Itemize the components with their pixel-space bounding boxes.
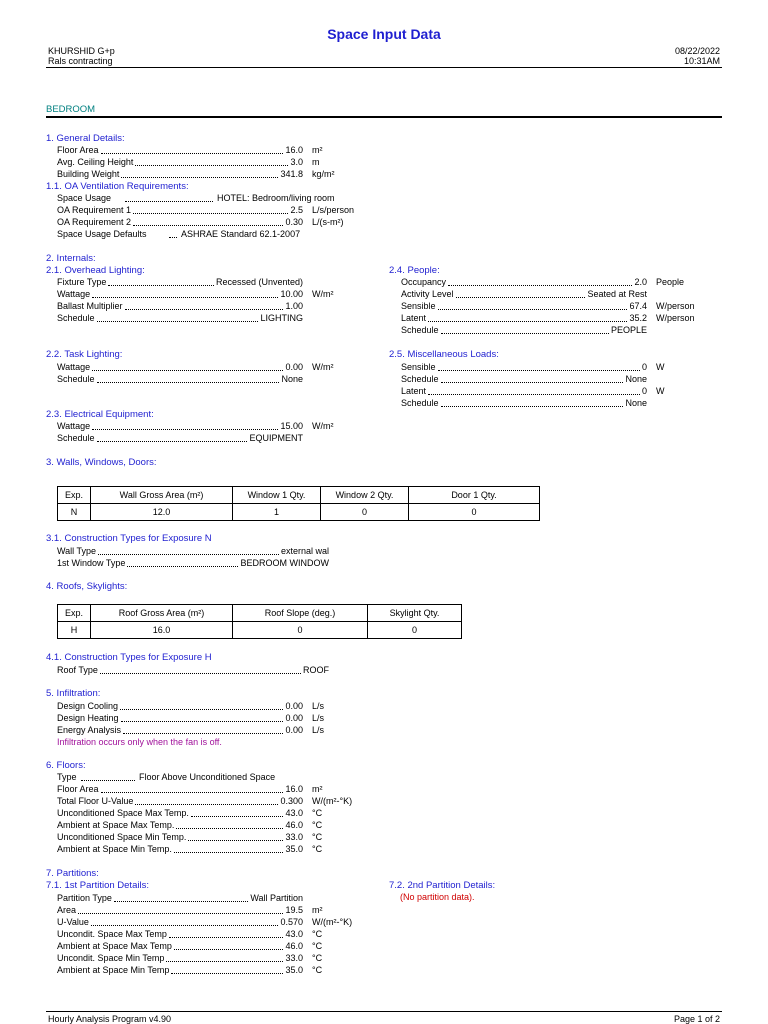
row-value: 15.00 <box>280 421 303 431</box>
row-value: 0.300 <box>280 796 303 806</box>
partitions-heading: 7. Partitions: <box>46 868 99 879</box>
table-header-cell: Window 1 Qty. <box>233 487 321 504</box>
leader-dots <box>98 554 279 555</box>
leader-dots <box>438 309 627 310</box>
row-unit: °C <box>312 965 323 975</box>
leader-dots <box>174 949 283 950</box>
leader-dots <box>120 709 283 710</box>
floor-type-value: Floor Above Unconditioned Space <box>139 772 276 782</box>
leader-dots <box>92 297 278 298</box>
row-unit: W/person <box>656 301 695 311</box>
detail-row <box>57 204 372 216</box>
leader-dots <box>81 780 135 781</box>
row-unit: m² <box>312 784 323 794</box>
leader-dots <box>133 213 288 214</box>
table-cell: 0 <box>321 504 409 521</box>
leader-dots <box>121 177 278 178</box>
row-value: PEOPLE <box>610 325 647 335</box>
row-unit: L/s <box>312 725 325 735</box>
row-value: Recessed (Unvented) <box>215 277 303 287</box>
row-label: Schedule <box>57 313 95 323</box>
row-unit: W <box>656 386 665 396</box>
row-value: ROOF <box>303 665 329 675</box>
leader-dots <box>121 721 283 722</box>
detail-row <box>57 168 372 180</box>
footer-rule <box>46 1011 722 1012</box>
row-value: 0.30 <box>285 217 303 227</box>
row-unit: W <box>656 362 665 372</box>
row-label: Schedule <box>401 325 439 335</box>
roofs-table <box>57 604 462 639</box>
row-value: 0.00 <box>285 362 303 372</box>
leader-dots <box>125 309 283 310</box>
page-number: Page 1 of 2 <box>673 1014 720 1024</box>
row-value: external wal <box>280 546 329 556</box>
row-unit: °C <box>312 832 323 842</box>
internals-heading: 2. Internals: <box>46 253 96 264</box>
leader-dots <box>127 566 238 567</box>
leader-dots <box>101 153 283 154</box>
row-label: Roof Type <box>57 665 98 675</box>
leader-dots <box>108 285 214 286</box>
leader-dots <box>91 925 278 926</box>
detail-row <box>57 420 372 432</box>
leader-dots <box>135 165 288 166</box>
leader-dots <box>169 937 283 938</box>
detail-row <box>57 712 372 724</box>
overhead-lighting-heading: 2.1. Overhead Lighting: <box>46 265 145 276</box>
row-label: Unconditioned Space Max Temp. <box>57 808 189 818</box>
leader-dots <box>188 840 283 841</box>
row-label: Latent <box>401 386 427 396</box>
row-unit: W/m² <box>312 289 334 299</box>
space-usage-row <box>57 192 335 204</box>
row-value: None <box>625 398 647 408</box>
row-value: 0.00 <box>285 713 303 723</box>
row-unit: °C <box>312 844 323 854</box>
row-value: 0.570 <box>280 917 303 927</box>
roof-construction-heading: 4.1. Construction Types for Exposure H <box>46 652 212 663</box>
defaults-value: ASHRAE Standard 62.1-2007 <box>181 229 301 239</box>
row-label: Latent <box>401 313 427 323</box>
row-unit: W/m² <box>312 362 334 372</box>
leader-dots <box>97 382 279 383</box>
row-label: OA Requirement 2 <box>57 217 132 227</box>
space-usage-value: HOTEL: Bedroom/living room <box>217 193 335 203</box>
leader-dots <box>97 321 258 322</box>
row-unit: L/s/person <box>312 205 355 215</box>
row-value: 3.0 <box>290 157 303 167</box>
row-value: 67.4 <box>629 301 647 311</box>
row-value: 35.2 <box>629 313 647 323</box>
infiltration-note: Infiltration occurs only when the fan is off. <box>57 737 222 747</box>
row-label: Sensible <box>401 362 436 372</box>
table-header-cell: Wall Gross Area (m²) <box>91 487 233 504</box>
row-label: Area <box>57 905 77 915</box>
detail-row <box>57 831 372 843</box>
row-unit: °C <box>312 808 323 818</box>
detail-row <box>401 373 716 385</box>
second-partition-note: (No partition data). <box>400 892 475 902</box>
detail-row <box>57 276 372 288</box>
project-name: KHURSHID G+p <box>48 46 115 56</box>
detail-row <box>57 361 372 373</box>
table-cell: 0 <box>409 504 540 521</box>
detail-row <box>57 904 372 916</box>
leader-dots <box>174 852 283 853</box>
row-label: Ballast Multiplier <box>57 301 123 311</box>
header-rule <box>46 67 722 68</box>
leader-dots <box>438 370 640 371</box>
row-label: OA Requirement 1 <box>57 205 132 215</box>
space-name: BEDROOM <box>46 104 96 115</box>
row-label: Ambient at Space Max Temp <box>57 941 172 951</box>
electrical-heading: 2.3. Electrical Equipment: <box>46 409 154 420</box>
detail-row <box>57 664 399 676</box>
wall-construction-heading: 3.1. Construction Types for Exposure N <box>46 533 212 544</box>
row-label: Building Weight <box>57 169 120 179</box>
row-label: Ambient at Space Min Temp <box>57 965 170 975</box>
row-label: Ambient at Space Max Temp. <box>57 820 175 830</box>
leader-dots <box>133 225 283 226</box>
general-heading: 1. General Details: <box>46 133 125 144</box>
row-label: Occupancy <box>401 277 447 287</box>
detail-row <box>401 397 716 409</box>
row-label: Uncondit. Space Max Temp <box>57 929 167 939</box>
leader-dots <box>135 804 278 805</box>
detail-row <box>57 928 372 940</box>
row-value: BEDROOM WINDOW <box>240 558 329 568</box>
company-name: Rals contracting <box>48 56 113 66</box>
table-header-cell: Roof Gross Area (m²) <box>91 605 233 622</box>
row-unit: W/(m²-°K) <box>312 917 353 927</box>
row-unit: °C <box>312 953 323 963</box>
detail-row <box>57 300 372 312</box>
leader-dots <box>448 285 632 286</box>
floor-type-row <box>57 771 317 783</box>
report-date: 08/22/2022 <box>674 46 720 56</box>
table-cell: H <box>58 622 91 639</box>
infiltration-heading: 5. Infiltration: <box>46 688 101 699</box>
row-label: Uncondit. Space Min Temp <box>57 953 165 963</box>
leader-dots <box>123 733 283 734</box>
defaults-label: Space Usage Defaults <box>57 229 147 239</box>
row-label: Sensible <box>401 301 436 311</box>
row-value: None <box>281 374 303 384</box>
detail-row <box>57 916 372 928</box>
row-value: None <box>625 374 647 384</box>
row-unit: W/person <box>656 313 695 323</box>
table-header-cell: Skylight Qty. <box>368 605 462 622</box>
floor-type-label: Type <box>57 772 77 782</box>
page-title: Space Input Data <box>327 26 441 42</box>
leader-dots <box>169 237 177 238</box>
row-unit: W/(m²-°K) <box>312 796 353 806</box>
row-value: 0.00 <box>285 725 303 735</box>
detail-row <box>57 216 372 228</box>
row-value: EQUIPMENT <box>249 433 303 443</box>
detail-row <box>57 545 399 557</box>
row-value: LIGHTING <box>260 313 303 323</box>
table-cell: 12.0 <box>91 504 233 521</box>
detail-row <box>57 373 372 385</box>
roofs-heading: 4. Roofs, Skylights: <box>46 581 128 592</box>
table-header-cell: Exp. <box>58 605 91 622</box>
row-value: 1.00 <box>285 301 303 311</box>
row-value: 0 <box>641 362 647 372</box>
row-value: Seated at Rest <box>587 289 647 299</box>
detail-row <box>57 940 372 952</box>
row-unit: People <box>656 277 685 287</box>
row-value: 2.5 <box>290 205 303 215</box>
row-unit: °C <box>312 929 323 939</box>
floors-heading: 6. Floors: <box>46 760 86 771</box>
people-heading: 2.4. People: <box>389 265 440 276</box>
row-label: Floor Area <box>57 784 99 794</box>
row-label: Partition Type <box>57 893 112 903</box>
row-unit: m <box>312 157 320 167</box>
leader-dots <box>191 816 283 817</box>
row-label: Design Cooling <box>57 701 119 711</box>
row-unit: L/(s-m²) <box>312 217 344 227</box>
row-label: Schedule <box>401 398 439 408</box>
row-unit: m² <box>312 905 323 915</box>
first-partition-heading: 7.1. 1st Partition Details: <box>46 880 149 891</box>
leader-dots <box>92 370 283 371</box>
row-value: 33.0 <box>285 832 303 842</box>
row-value: 35.0 <box>285 844 303 854</box>
table-header-cell: Door 1 Qty. <box>409 487 540 504</box>
detail-row <box>401 324 716 336</box>
row-unit: kg/m² <box>312 169 335 179</box>
leader-dots <box>100 673 301 674</box>
leader-dots <box>456 297 585 298</box>
row-unit: m² <box>312 145 323 155</box>
row-label: Wattage <box>57 421 91 431</box>
row-value: 46.0 <box>285 820 303 830</box>
detail-row <box>401 288 716 300</box>
table-cell: 1 <box>233 504 321 521</box>
leader-dots <box>92 429 278 430</box>
row-value: 16.0 <box>285 145 303 155</box>
oa-heading: 1.1. OA Ventilation Requirements: <box>46 181 189 192</box>
leader-dots <box>166 961 283 962</box>
detail-row <box>57 724 372 736</box>
leader-dots <box>101 792 283 793</box>
walls-heading: 3. Walls, Windows, Doors: <box>46 457 157 468</box>
detail-row <box>401 300 716 312</box>
table-header-cell: Exp. <box>58 487 91 504</box>
row-label: Floor Area <box>57 145 99 155</box>
row-label: Fixture Type <box>57 277 107 287</box>
row-unit: L/s <box>312 701 325 711</box>
row-label: 1st Window Type <box>57 558 126 568</box>
table-header-cell: Roof Slope (deg.) <box>233 605 368 622</box>
row-unit: °C <box>312 941 323 951</box>
leader-dots <box>114 901 248 902</box>
row-label: Schedule <box>57 374 95 384</box>
table-cell: 0 <box>368 622 462 639</box>
row-value: 0.00 <box>285 701 303 711</box>
detail-row <box>57 952 372 964</box>
leader-dots <box>428 321 627 322</box>
detail-row <box>57 843 372 855</box>
row-label: Schedule <box>57 433 95 443</box>
detail-row <box>57 156 372 168</box>
row-label: Total Floor U-Value <box>57 796 134 806</box>
second-partition-heading: 7.2. 2nd Partition Details: <box>389 880 496 891</box>
detail-row <box>401 385 716 397</box>
table-cell: N <box>58 504 91 521</box>
row-label: U-Value <box>57 917 89 927</box>
detail-row <box>57 807 372 819</box>
leader-dots <box>441 333 609 334</box>
leader-dots <box>441 382 623 383</box>
leader-dots <box>176 828 283 829</box>
space-usage-label: Space Usage <box>57 193 112 203</box>
row-unit: W/m² <box>312 421 334 431</box>
leader-dots <box>428 394 640 395</box>
task-lighting-heading: 2.2. Task Lighting: <box>46 349 123 360</box>
row-label: Design Heating <box>57 713 119 723</box>
detail-row <box>57 700 372 712</box>
detail-row <box>57 557 399 569</box>
detail-row <box>57 783 372 795</box>
leader-dots <box>78 913 283 914</box>
row-value: 16.0 <box>285 784 303 794</box>
leader-dots <box>125 201 213 202</box>
row-value: 10.00 <box>280 289 303 299</box>
walls-table <box>57 486 540 521</box>
row-label: Unconditioned Space Min Temp. <box>57 832 187 842</box>
table-row <box>58 504 540 521</box>
space-rule <box>46 116 722 118</box>
table-row <box>58 622 462 639</box>
row-value: 35.0 <box>285 965 303 975</box>
row-label: Energy Analysis <box>57 725 122 735</box>
row-label: Wattage <box>57 362 91 372</box>
table-cell: 0 <box>233 622 368 639</box>
detail-row <box>401 276 716 288</box>
row-label: Activity Level <box>401 289 454 299</box>
program-name: Hourly Analysis Program v4.90 <box>48 1014 172 1024</box>
report-time: 10:31AM <box>683 56 720 66</box>
row-unit: °C <box>312 820 323 830</box>
row-label: Ambient at Space Min Temp. <box>57 844 172 854</box>
row-value: 0 <box>641 386 647 396</box>
row-value: 19.5 <box>285 905 303 915</box>
leader-dots <box>97 441 247 442</box>
row-value: 43.0 <box>285 929 303 939</box>
row-value: 43.0 <box>285 808 303 818</box>
row-value: 46.0 <box>285 941 303 951</box>
row-unit: L/s <box>312 713 325 723</box>
row-value: Wall Partition <box>250 893 303 903</box>
row-label: Wall Type <box>57 546 97 556</box>
row-label: Wattage <box>57 289 91 299</box>
detail-row <box>57 892 372 904</box>
detail-row <box>401 361 716 373</box>
detail-row <box>57 144 372 156</box>
detail-row <box>57 312 372 324</box>
detail-row <box>57 819 372 831</box>
row-label: Schedule <box>401 374 439 384</box>
row-label: Avg. Ceiling Height <box>57 157 134 167</box>
detail-row <box>57 288 372 300</box>
detail-row <box>401 312 716 324</box>
detail-row <box>57 795 372 807</box>
table-header-cell: Window 2 Qty. <box>321 487 409 504</box>
row-value: 2.0 <box>634 277 647 287</box>
row-value: 33.0 <box>285 953 303 963</box>
leader-dots <box>441 406 623 407</box>
leader-dots <box>171 973 283 974</box>
misc-loads-heading: 2.5. Miscellaneous Loads: <box>389 349 499 360</box>
detail-row <box>57 964 372 976</box>
row-value: 341.8 <box>280 169 303 179</box>
space-usage-defaults-row <box>57 228 317 240</box>
detail-row <box>57 432 372 444</box>
table-cell: 16.0 <box>91 622 233 639</box>
